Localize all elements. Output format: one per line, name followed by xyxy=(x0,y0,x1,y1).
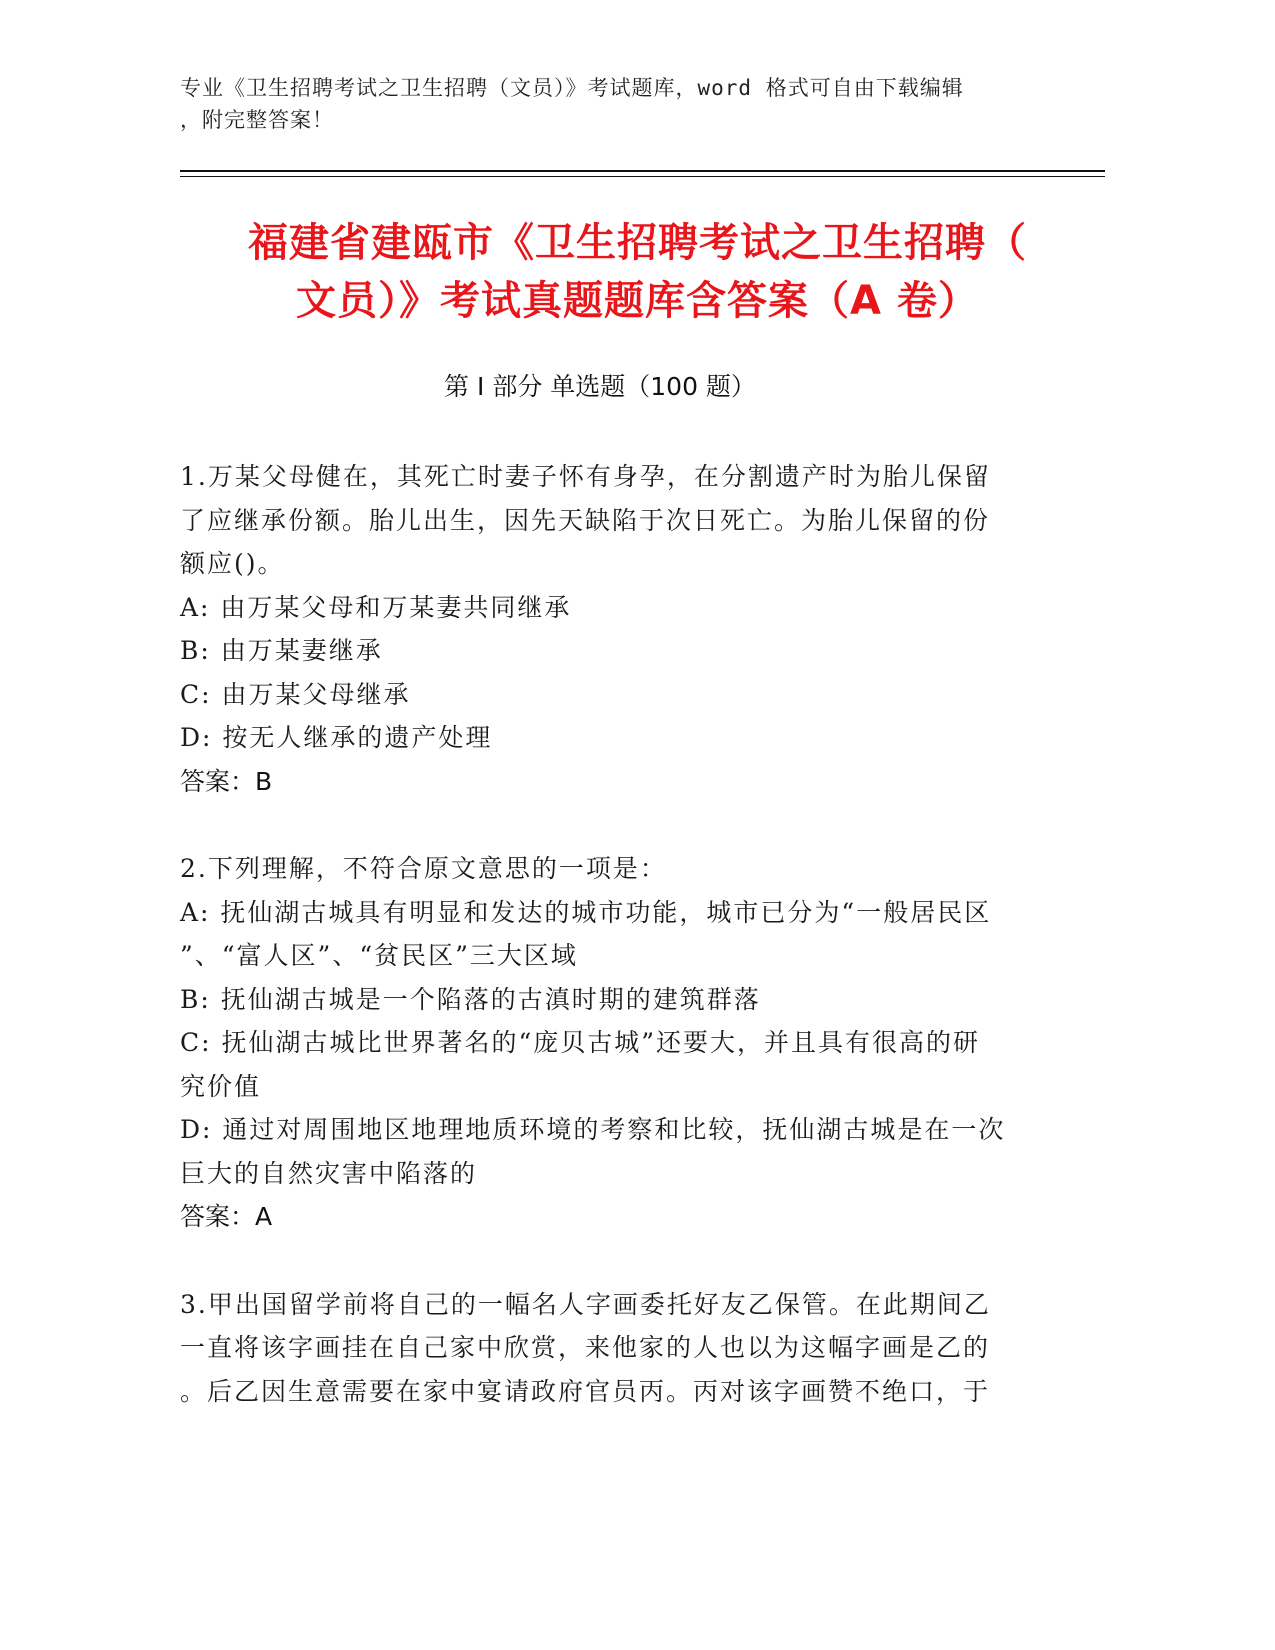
header-divider-thick xyxy=(180,170,1105,172)
option-a: A: 由万某父母和万某妻共同继承 xyxy=(180,592,572,622)
question-stem-line: 一直将该字画挂在自己家中欣赏，来他家的人也以为这幅字画是乙的 xyxy=(180,1333,991,1362)
answer-line: 答案：B xyxy=(180,766,273,796)
question-stem-line: 。后乙因生意需要在家中宴请政府官员丙。丙对该字画赞不绝口，于 xyxy=(180,1376,991,1406)
option-c: C: 由万某父母继承 xyxy=(180,679,411,709)
question-list xyxy=(180,455,1030,1457)
option-a-continued: ”、“富人区”、“贫民区”三大区域 xyxy=(180,941,578,970)
option-d: D: 按无人继承的遗产处理 xyxy=(180,723,493,752)
header-note xyxy=(180,72,1040,136)
header-note-line: ，附完整答案！ xyxy=(180,108,334,132)
question-stem-line: 3.甲出国留学前将自己的一幅名人字画委托好友乙保管。在此期间乙 xyxy=(180,1289,991,1319)
question-stem-line: 额应()。 xyxy=(180,549,285,578)
option-c-continued: 究价值 xyxy=(180,1071,262,1101)
document-title xyxy=(150,214,1125,330)
option-d-continued: 巨大的自然灾害中陷落的 xyxy=(180,1158,478,1188)
question-stem-line: 了应继承份额。胎儿出生，因先天缺陷于次日死亡。为胎儿保留的份 xyxy=(180,505,991,535)
option-c: C: 抚仙湖古城比世界著名的“庞贝古城”还要大，并且具有很高的研 xyxy=(180,1028,981,1057)
document-title-line: 文员）》考试真题题库含答案（A 卷） xyxy=(296,278,979,324)
question-stem-line: 1.万某父母健在，其死亡时妻子怀有身孕，在分割遗产时为胎儿保留 xyxy=(180,462,991,491)
answer-line: 答案：A xyxy=(180,1202,273,1231)
option-b: B: 抚仙湖古城是一个陷落的古滇时期的建筑群落 xyxy=(180,984,761,1014)
header-note-line: 专业《卫生招聘考试之卫生招聘（文员）》考试题库，word 格式可自由下载编辑 xyxy=(180,76,964,100)
question-1 xyxy=(180,455,1030,803)
question-2 xyxy=(180,847,1030,1239)
option-d: D: 通过对周围地区地理地质环境的考察和比较，抚仙湖古城是在一次 xyxy=(180,1115,1006,1144)
document-title-line: 福建省建瓯市《卫生招聘考试之卫生招聘（ xyxy=(248,220,1027,266)
option-a: A: 抚仙湖古城具有明显和发达的城市功能，城市已分为“一般居民区 xyxy=(180,897,992,927)
question-3 xyxy=(180,1283,1030,1414)
option-b: B: 由万某妻继承 xyxy=(180,636,383,665)
question-stem-line: 2.下列理解，不符合原文意思的一项是： xyxy=(180,854,667,883)
section-title: 第 I 部分 单选题（100 题） xyxy=(444,372,756,401)
header-divider-thin xyxy=(180,176,1105,177)
